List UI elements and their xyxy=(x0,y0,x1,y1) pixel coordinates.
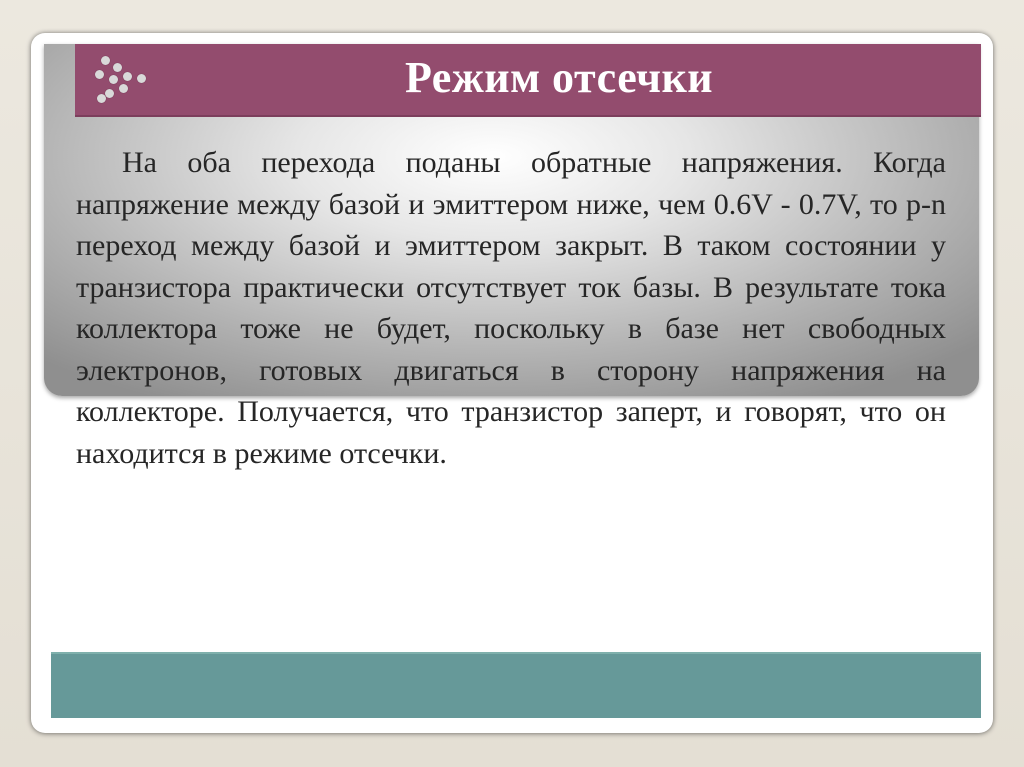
dots-pattern-icon xyxy=(95,56,155,106)
page-title: Режим отсечки xyxy=(405,53,714,102)
title-bar xyxy=(75,44,981,117)
body-paragraph: На оба перехода поданы обратные напряжения. Когда напряжение между базой и эмиттером ниже, чем 0.6V - 0.7V, то p-n переход между базой и эмиттером закрыт. В таком состоянии у транзистора практически отсутствует ток базы. В результате тока коллектора тоже не будет, поскольку в базе нет свободных электронов, готовых двигаться в сторону напряжения на коллекторе. Получается, что транзистор заперт, и говорят, что он находится в режиме отсечки. xyxy=(76,146,946,470)
footer-bar xyxy=(51,652,981,718)
